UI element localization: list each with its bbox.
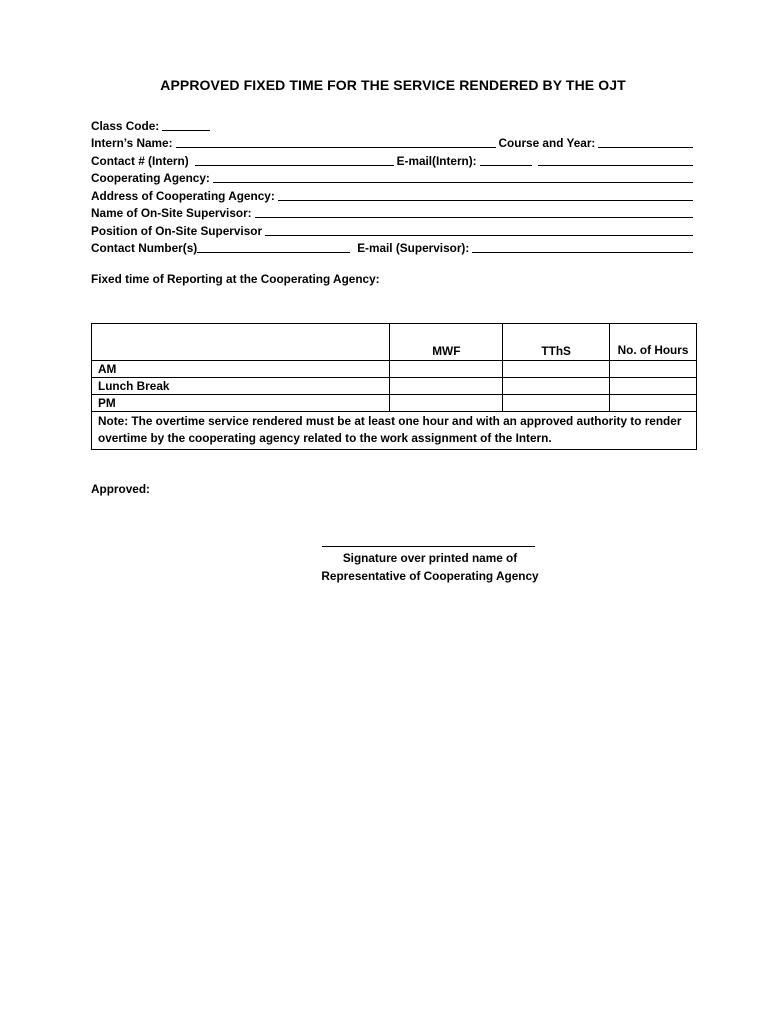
interns-name-label: Intern’s Name: [91, 136, 173, 150]
contact-intern-line [91, 150, 696, 168]
row-label: PM [92, 395, 390, 412]
supervisor-name-blank[interactable] [255, 206, 693, 218]
address-agency-line [91, 185, 696, 203]
course-year-label: Course and Year: [498, 136, 596, 150]
address-agency-blank[interactable] [278, 189, 693, 201]
signature-caption [300, 549, 560, 585]
class-code-line [91, 115, 696, 133]
supervisor-name-line [91, 203, 696, 221]
intern-info-fields [91, 115, 696, 255]
form-title: APPROVED FIXED TIME FOR THE SERVICE RENDERED BY THE OJT [160, 77, 626, 93]
cell-hours[interactable] [610, 378, 697, 395]
interns-name-blank[interactable] [176, 136, 496, 148]
email-intern-blank-2[interactable] [538, 154, 693, 166]
contact-intern-blank[interactable] [195, 154, 394, 166]
supervisor-position-blank[interactable] [265, 224, 693, 236]
cooperating-agency-blank[interactable] [213, 171, 693, 183]
cell-tths[interactable] [503, 361, 610, 378]
header-tths: TThS [503, 324, 610, 361]
contact-numbers-line [91, 238, 696, 256]
schedule-row-pm [92, 395, 697, 412]
cell-hours[interactable] [610, 395, 697, 412]
email-intern-blank-1[interactable] [480, 154, 532, 166]
schedule-header-row [92, 324, 697, 361]
email-intern-label: E-mail(Intern): [396, 153, 477, 168]
header-blank-cell [92, 324, 390, 361]
overtime-note: Note: The overtime service rendered must be at least one hour and with an approved authority to render overtime by the cooperating agency related to the work assignment of the Intern. [92, 412, 697, 450]
schedule-note-row [92, 412, 697, 450]
cell-mwf[interactable] [390, 361, 503, 378]
cell-mwf[interactable] [390, 378, 503, 395]
signature-line[interactable] [322, 546, 535, 547]
cell-tths[interactable] [503, 395, 610, 412]
schedule-row-lunch [92, 378, 697, 395]
email-supervisor-blank[interactable] [472, 241, 693, 253]
supervisor-position-label: Position of On-Site Supervisor [91, 223, 263, 238]
signature-caption-line2: Representative of Cooperating Agency [321, 569, 539, 583]
schedule-table [91, 323, 697, 450]
fixed-time-label: Fixed time of Reporting at the Cooperating Agency: [91, 272, 380, 286]
email-supervisor-label: E-mail (Supervisor): [357, 241, 470, 255]
header-hours: No. of Hours [610, 324, 697, 361]
row-label: AM [92, 361, 390, 378]
signature-caption-line1: Signature over printed name of [342, 551, 518, 565]
header-mwf: MWF [390, 324, 503, 361]
course-year-blank[interactable] [598, 136, 693, 148]
approved-label: Approved: [91, 482, 150, 496]
class-code-label: Class Code: [91, 118, 160, 133]
cooperating-agency-line [91, 168, 696, 186]
cell-mwf[interactable] [390, 395, 503, 412]
supervisor-position-line [91, 220, 696, 238]
cooperating-agency-label: Cooperating Agency: [91, 171, 210, 185]
schedule-row-am [92, 361, 697, 378]
interns-name-line [91, 133, 696, 151]
class-code-blank[interactable] [162, 119, 210, 131]
supervisor-name-label: Name of On-Site Supervisor: [91, 206, 252, 220]
cell-tths[interactable] [503, 378, 610, 395]
contact-intern-label: Contact # (Intern) [91, 153, 189, 168]
contact-numbers-label: Contact Number(s) [91, 241, 198, 255]
contact-numbers-blank[interactable] [197, 241, 350, 253]
cell-hours[interactable] [610, 361, 697, 378]
row-label: Lunch Break [92, 378, 390, 395]
address-agency-label: Address of Cooperating Agency: [91, 188, 275, 203]
